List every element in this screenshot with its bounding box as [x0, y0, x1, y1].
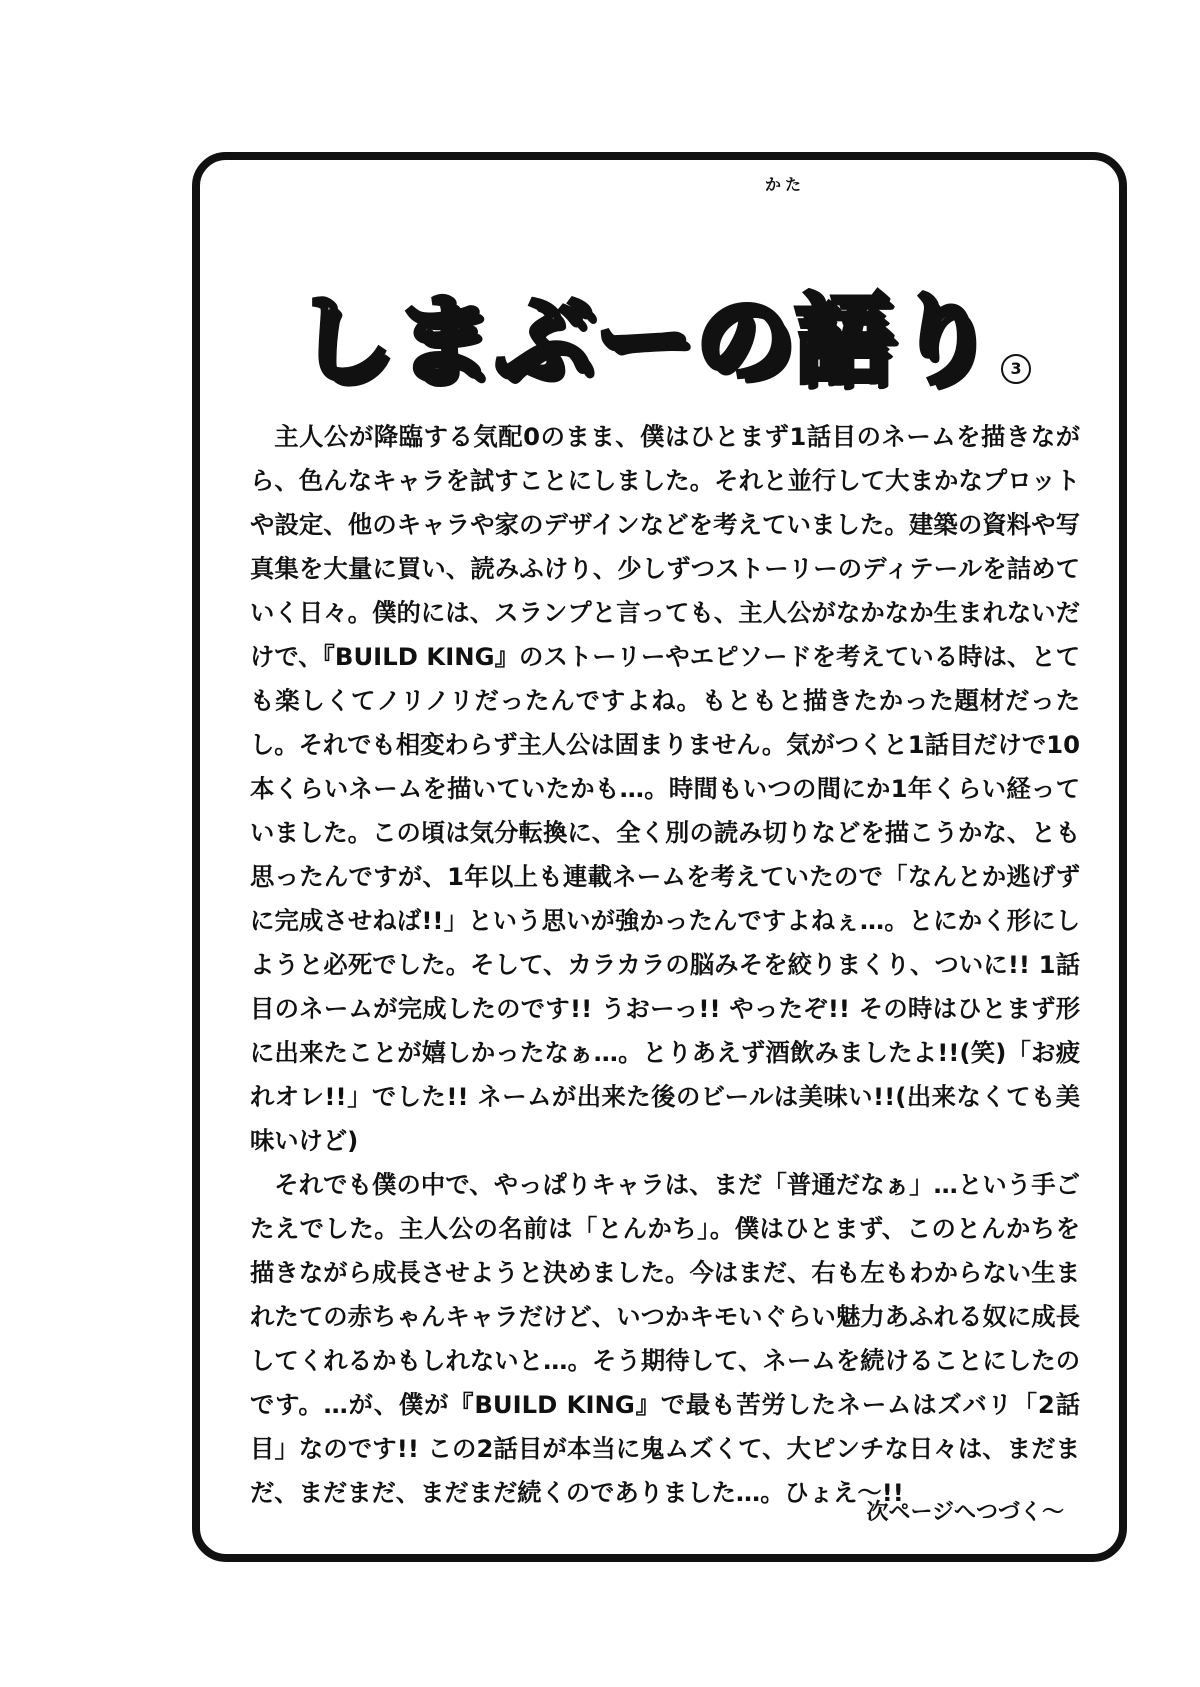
- column-panel: [192, 152, 1127, 1562]
- paragraph-2: それでも僕の中で、やっぱりキャラは、まだ「普通だなぁ」…という手ごたえでした。主人公の名前は「とんかち」。僕はひとまず、このとんかちを描きながら成長させようと決めました。今はまだ、右も左もわからない生まれたての赤ちゃんキャラだけど、いつかキモいぐらい魅力あふれる奴に成長してくれるかもしれないと…。そう期待して、ネームを続けることにしたのです。…が、僕が『BUILD KING』で最も苦労したネームはズバリ「2話目」なのです!! この2話目が本当に鬼ムズくて、大ピンチな日々は、まだまだ、まだまだ、まだまだ続くのでありました…。ひょえ〜!!: [250, 1170, 1080, 1507]
- column-title-text: しまぶーの語り: [295, 284, 996, 398]
- paragraph-1: 主人公が降臨する気配0のまま、僕はひとまず1話目のネームを描きながら、色んなキャラを試すことにしました。それと並行して大まかなプロットや設定、他のキャラや家のデザインなどを考えていました。建築の資料や写真集を大量に買い、読みふけり、少しずつストーリーのディテールを詰めていく日々。僕的には、スランプと言っても、主人公がなかなか生まれないだけで、『BUILD KING』のストーリーやエピソードを考えている時は、とても楽しくてノリノリだったんですよね。もともと描きたかった題材だったし。それでも相変わらず主人公は固まりません。気がつくと1話目だけで10本くらいネームを描いていたかも…。時間もいつの間にか1年くらい経っていました。この頃は気分転換に、全く別の読み切りなどを描こうかな、とも思ったんですが、1年以上も連載ネームを考えていたので「なんとか逃げずに完成させねば!!」という思いが強かったんですよねぇ…。とにかく形にしようと必死でした。そして、カラカラの脳みそを絞りまくり、ついに!! 1話目のネームが完成したのです!! うおーっ!! やったぞ!! その時はひとまず形に出来たことが嬉しかったなぁ…。とりあえず酒飲みましたよ!!(笑)「お疲れオレ!!」でした!! ネームが出来た後のビールは美味い!!(出来なくても美味いけど): [250, 422, 1081, 1155]
- column-title: [295, 240, 1055, 398]
- title-ruby: かた: [765, 175, 806, 194]
- column-number-badge: 3: [1001, 354, 1031, 384]
- next-page-note: 次ページへつづく〜: [866, 1500, 1064, 1525]
- column-body: [250, 415, 1080, 1515]
